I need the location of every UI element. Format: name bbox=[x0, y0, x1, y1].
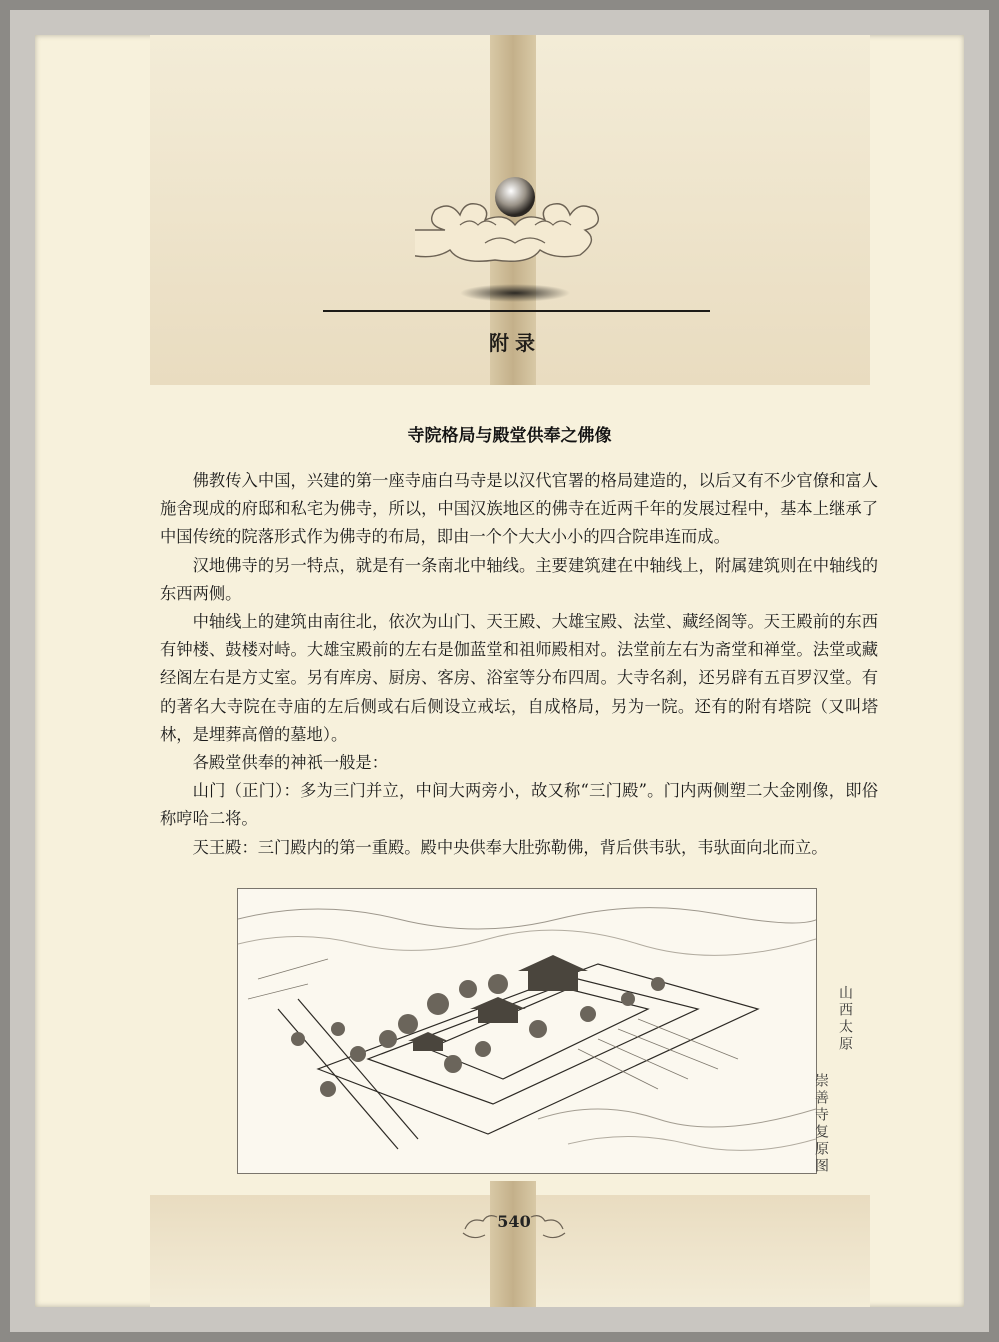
header-rule bbox=[323, 310, 710, 312]
appendix-title: 附录 bbox=[489, 331, 541, 355]
temple-layout-illustration bbox=[237, 888, 817, 1174]
paragraph: 中轴线上的建筑由南往北，依次为山门、天王殿、大雄宝殿、法堂、藏经阁等。天王殿前的东西有钟楼、鼓楼对峙。大雄宝殿前的左右是伽蓝堂和祖师殿相对。法堂前左右为斋堂和禅堂。法堂或藏经阁左右是方丈室。另有库房、厨房、客房、浴室等分布四周。大寺名刹，还另辟有五百罗汉堂。有的著名大寺院在寺庙的左后侧或右后侧设立戒坛，自成格局，另为一院。还有的附有塔院（又叫塔林，是埋葬高僧的墓地）。 bbox=[160, 612, 878, 744]
cloud-pearl-ornament-icon bbox=[415, 175, 615, 315]
paragraph: 佛教传入中国，兴建的第一座寺庙白马寺是以汉代官署的格局建造的，以后又有不少官僚和富人施舍现成的府邸和私宅为佛寺，所以，中国汉族地区的佛寺在近两千年的发展过程中，基本上继承了中国传统的院落形式作为佛寺的布局，即由一个个大大小小的四合院串连而成。 bbox=[160, 471, 878, 547]
book-page bbox=[35, 35, 964, 1307]
paragraph: 汉地佛寺的另一特点，就是有一条南北中轴线。主要建筑建在中轴线上，附属建筑则在中轴线的东西两侧。 bbox=[160, 555, 878, 603]
page-number: 540 bbox=[497, 1212, 531, 1231]
section-title: 寺院格局与殿堂供奉之佛像 bbox=[407, 426, 612, 446]
body-text bbox=[160, 467, 878, 862]
caption-title: 崇善寺复原图 bbox=[813, 1073, 829, 1175]
paragraph: 天王殿：三门殿内的第一重殿。殿中央供奉大肚弥勒佛，背后供韦驮，韦驮面向北而立。 bbox=[192, 837, 828, 857]
paragraph: 各殿堂供奉的神祇一般是： bbox=[192, 753, 388, 773]
caption-location: 山西太原 bbox=[837, 985, 853, 1053]
paragraph: 山门（正门）：多为三门并立，中间大两旁小，故又称“三门殿”。门内两侧塑二大金刚像，即俗称哼哈二将。 bbox=[160, 781, 878, 829]
figure-caption bbox=[811, 985, 859, 1205]
